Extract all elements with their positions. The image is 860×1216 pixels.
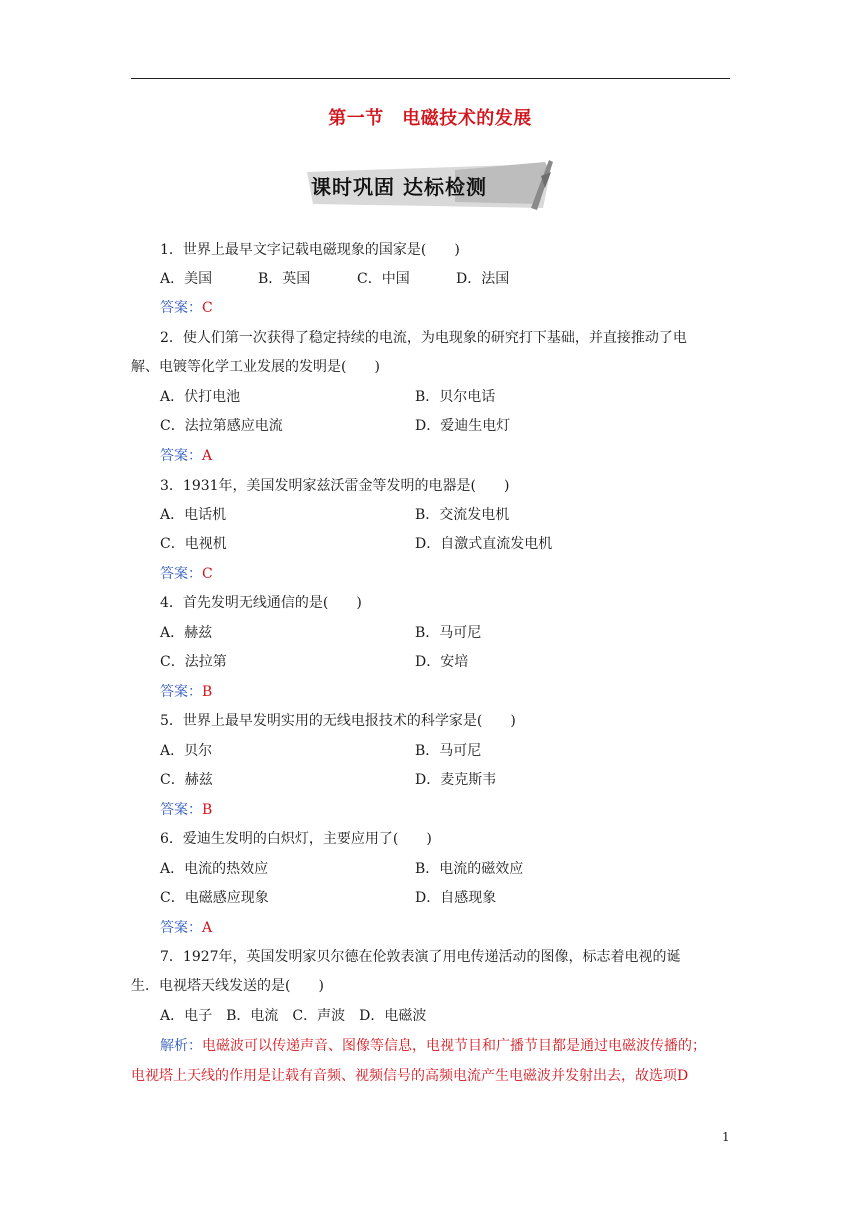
question-6-stem: 6．爱迪生发明的白炽灯，主要应用了( ) xyxy=(160,831,432,847)
answer-value: C xyxy=(202,566,213,582)
q5-option-a: A．贝尔 xyxy=(160,743,213,759)
question-5-stem: 5．世界上最早发明实用的无线电报技术的科学家是( ) xyxy=(160,713,516,729)
q6-option-c: C．电磁感应现象 xyxy=(160,890,269,906)
q6-answer xyxy=(160,919,212,937)
answer-label: 答案： xyxy=(160,684,202,700)
q3-option-a: A．电话机 xyxy=(160,507,227,523)
page-number: 1 xyxy=(722,1130,730,1144)
q3-option-d: D．自激式直流发电机 xyxy=(415,536,553,552)
answer-value: A xyxy=(202,920,213,936)
q2-option-a: A．伏打电池 xyxy=(160,389,241,405)
q4-option-a: A．赫兹 xyxy=(160,625,213,641)
q7-analysis-line-2: 电视塔上天线的作用是让载有音频、视频信号的高频电流产生电磁波并发射出去，故选项D xyxy=(131,1068,689,1084)
analysis-text: 电磁波可以传递声音、图像等信息，电视节目和广播节目都是通过电磁波传播的； xyxy=(202,1038,706,1054)
answer-label: 答案： xyxy=(160,566,202,582)
q1-answer xyxy=(160,299,213,317)
answer-value: B xyxy=(202,684,213,700)
q2-option-b: B．贝尔电话 xyxy=(415,389,496,405)
answer-label: 答案： xyxy=(160,448,202,464)
q2-option-d: D．爱迪生电灯 xyxy=(415,418,511,434)
q7-options: A．电子 B．电流 C．声波 D．电磁波 xyxy=(160,1008,427,1024)
question-7-stem-line-2: 生．电视塔天线发送的是( ) xyxy=(131,978,324,994)
q6-option-d: D．自感现象 xyxy=(415,890,497,906)
question-1-stem: 1．世界上最早文字记载电磁现象的国家是( ) xyxy=(160,242,460,258)
answer-value: A xyxy=(202,448,213,464)
q7-analysis-line-1 xyxy=(160,1037,706,1055)
section-banner xyxy=(305,158,553,214)
answer-value: C xyxy=(202,300,213,316)
q2-option-c: C．法拉第感应电流 xyxy=(160,418,283,434)
banner-text: 课时巩固 达标检测 xyxy=(311,175,487,199)
q1-option-b: B．英国 xyxy=(258,271,311,287)
q1-option-a: A．美国 xyxy=(160,271,213,287)
q4-option-d: D．安培 xyxy=(415,654,469,670)
question-2-stem-line-2: 解、电镀等化学工业发展的发明是( ) xyxy=(131,359,380,375)
q4-answer xyxy=(160,683,212,701)
q5-answer xyxy=(160,801,212,819)
q5-option-b: B．马可尼 xyxy=(415,743,482,759)
q4-option-c: C．法拉第 xyxy=(160,654,227,670)
q1-option-d: D．法国 xyxy=(456,271,510,287)
analysis-label: 解析： xyxy=(160,1038,202,1054)
q5-option-d: D．麦克斯韦 xyxy=(415,772,497,788)
answer-label: 答案： xyxy=(160,802,202,818)
header-rule xyxy=(131,78,730,79)
q3-answer xyxy=(160,565,213,583)
section-title: 第一节 电磁技术的发展 xyxy=(328,108,532,129)
q6-option-b: B．电流的磁效应 xyxy=(415,861,524,877)
question-4-stem: 4．首先发明无线通信的是( ) xyxy=(160,595,362,611)
q1-option-c: C．中国 xyxy=(357,271,410,287)
q6-option-a: A．电流的热效应 xyxy=(160,861,269,877)
question-7-stem-line-1: 7．1927年，英国发明家贝尔德在伦敦表演了用电传递活动的图像，标志着电视的诞 xyxy=(160,949,681,965)
q4-option-b: B．马可尼 xyxy=(415,625,482,641)
q3-option-c: C．电视机 xyxy=(160,536,227,552)
q3-option-b: B．交流发电机 xyxy=(415,507,510,523)
q2-answer xyxy=(160,447,212,465)
question-3-stem: 3．1931年，美国发明家兹沃雷金等发明的电器是( ) xyxy=(160,478,510,494)
question-2-stem-line-1: 2．使人们第一次获得了稳定持续的电流，为电现象的研究打下基础，并直接推动了电 xyxy=(160,330,687,346)
q5-option-c: C．赫兹 xyxy=(160,772,213,788)
answer-value: B xyxy=(202,802,213,818)
answer-label: 答案： xyxy=(160,920,202,936)
answer-label: 答案： xyxy=(160,300,202,316)
